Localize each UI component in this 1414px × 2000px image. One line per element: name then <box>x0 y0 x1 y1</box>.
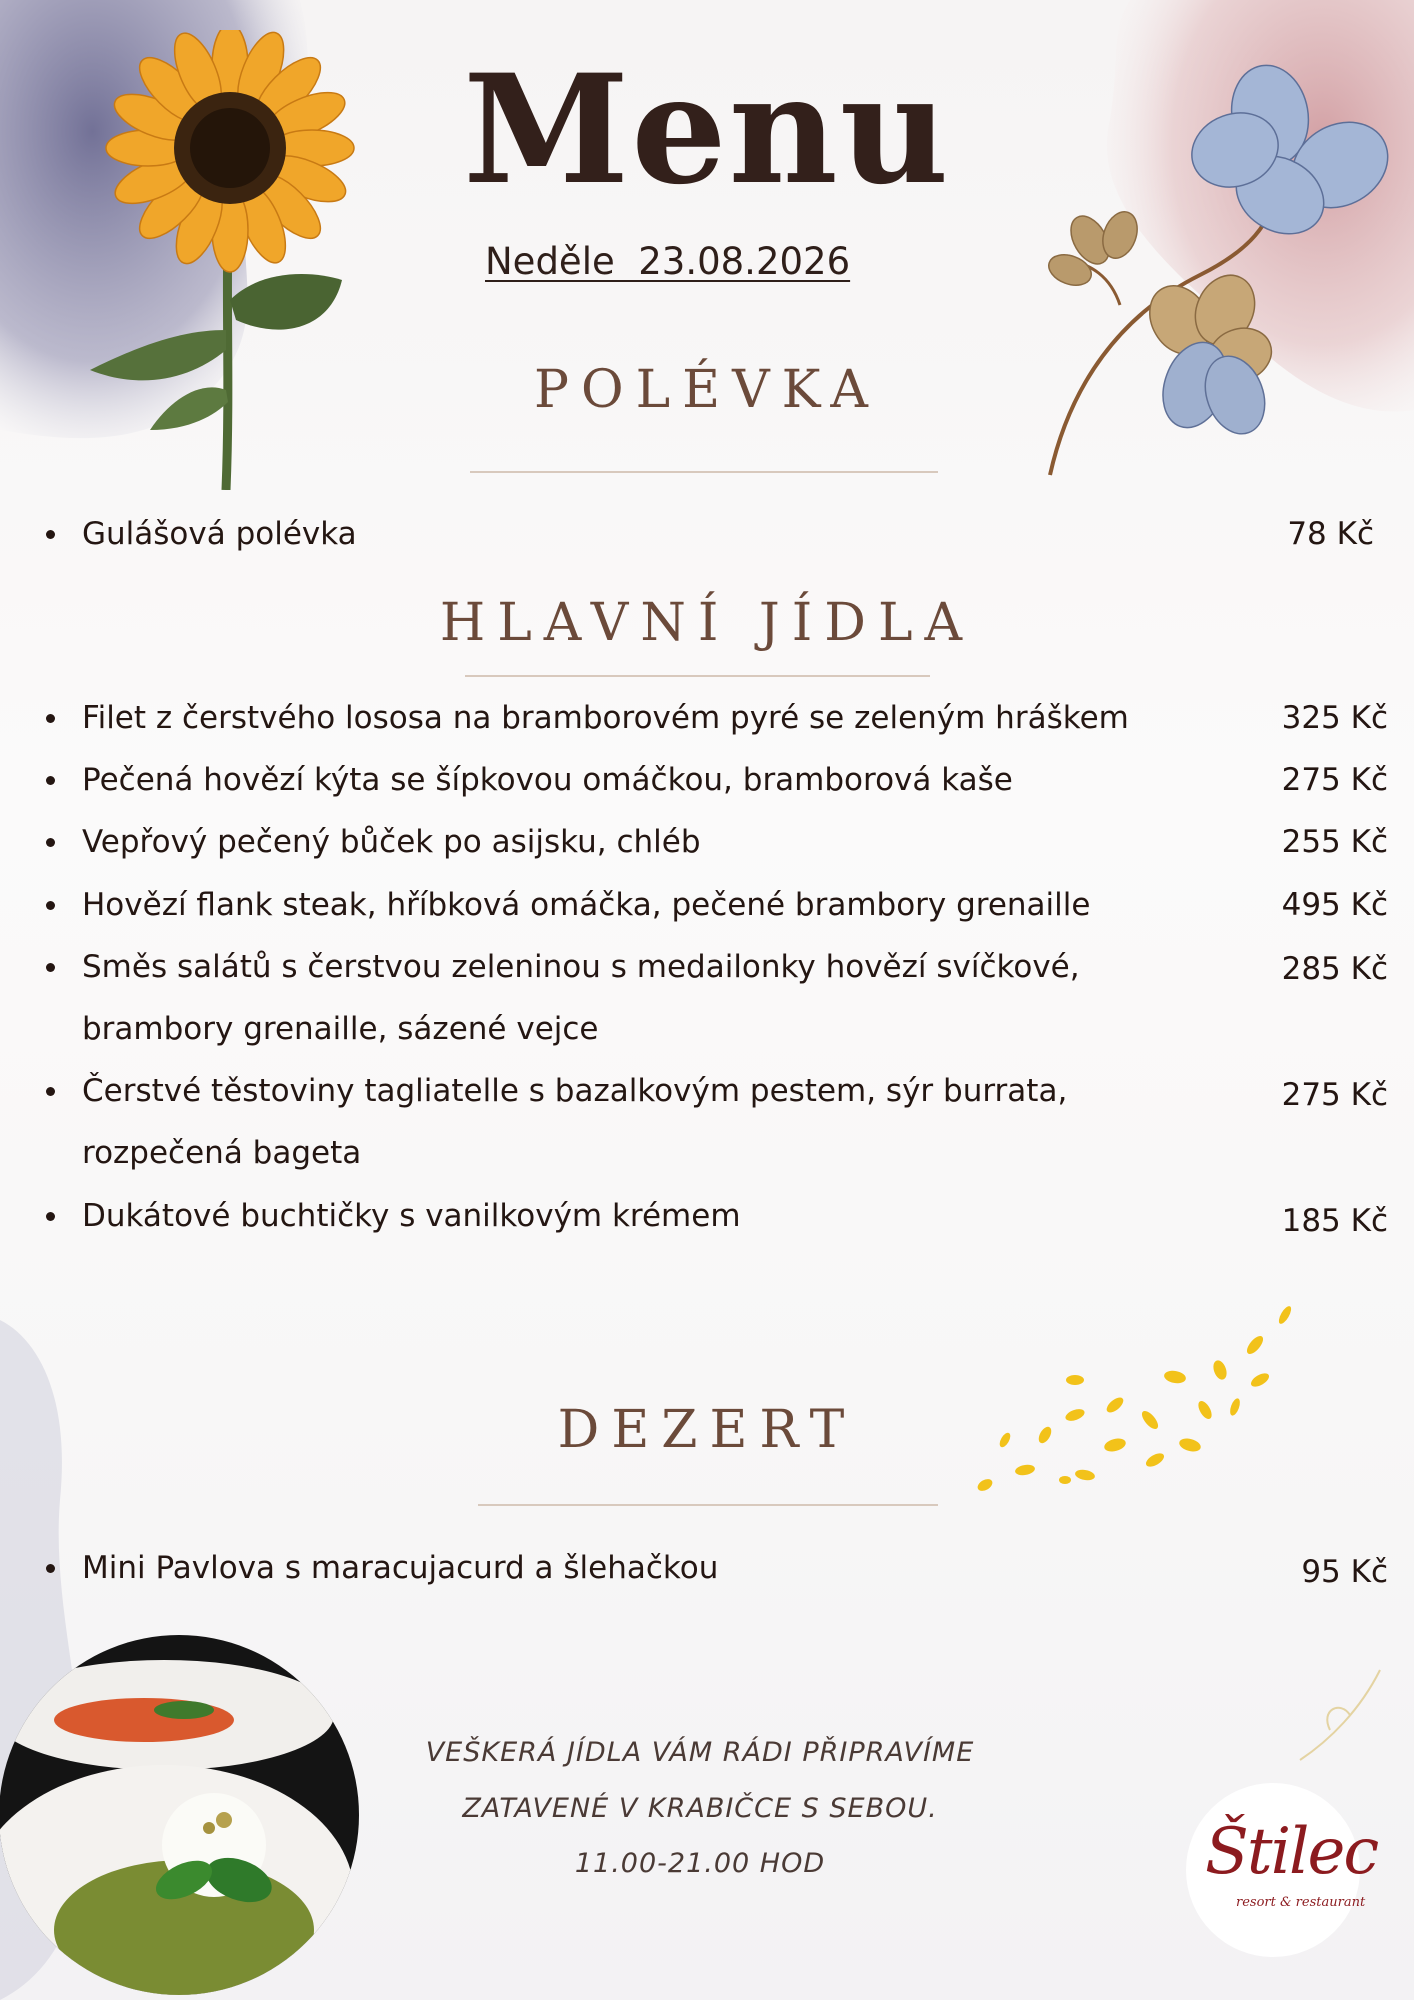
menu-item-name: Filet z čerstvého lososa na bramborovém pyré se zeleným hráškem <box>82 700 1129 736</box>
bullet <box>46 901 55 910</box>
menu-date: Neděle 23.08.2026 <box>485 240 851 283</box>
divider <box>478 1504 938 1506</box>
divider <box>470 471 938 473</box>
menu-item-name-continued: rozpečená bageta <box>82 1135 362 1171</box>
gold-swirl-decoration <box>1290 1650 1400 1770</box>
section-title-dessert: DEZERT <box>557 1400 857 1460</box>
bullet <box>46 1212 55 1221</box>
bullet <box>46 838 55 847</box>
menu-item-price: 78 Kč <box>1287 516 1374 552</box>
menu-item-price: 95 Kč <box>1301 1554 1388 1590</box>
page-title: Menu <box>463 42 951 218</box>
menu-item-price: 185 Kč <box>1281 1203 1388 1239</box>
bullet <box>46 1087 55 1096</box>
bullet <box>46 1564 55 1573</box>
menu-item-name: Vepřový pečený bůček po asijsku, chléb <box>82 824 701 860</box>
menu-item-name: Gulášová polévka <box>82 516 357 552</box>
menu-item-price: 275 Kč <box>1281 762 1388 798</box>
menu-item-price: 325 Kč <box>1281 700 1388 736</box>
logo-tagline: resort & restaurant <box>1236 1895 1366 1910</box>
opening-hours: 11.00-21.00 HOD <box>574 1848 826 1879</box>
bullet <box>46 714 55 723</box>
menu-item-price: 495 Kč <box>1281 887 1388 923</box>
menu-item-name: Pečená hovězí kýta se šípkovou omáčkou, bramborová kaše <box>82 762 1013 798</box>
bullet <box>46 963 55 972</box>
menu-item-name: Dukátové buchtičky s vanilkovým krémem <box>82 1198 741 1234</box>
menu-item-price: 285 Kč <box>1281 951 1388 987</box>
menu-item-name: Hovězí flank steak, hříbková omáčka, pečené brambory grenaille <box>82 887 1091 923</box>
menu-item-name: Mini Pavlova s maracujacurd a šlehačkou <box>82 1550 719 1586</box>
section-title-soup: POLÉVKA <box>534 360 880 420</box>
menu-item-name-continued: brambory grenaille, sázené vejce <box>82 1011 599 1047</box>
menu-item-price: 255 Kč <box>1281 824 1388 860</box>
menu-item-name: Směs salátů s čerstvou zeleninou s medailonky hovězí svíčkové, <box>82 949 1080 985</box>
bullet <box>46 530 55 539</box>
divider <box>465 675 930 677</box>
logo-wordmark: Štilec <box>1205 1815 1378 1889</box>
menu-item-name: Čerstvé těstoviny tagliatelle s bazalkovým pestem, sýr burrata, <box>82 1073 1068 1109</box>
takeaway-note-line1: VEŠKERÁ JÍDLA VÁM RÁDI PŘIPRAVÍME <box>425 1737 975 1768</box>
bullet <box>46 776 55 785</box>
section-title-mains: HLAVNÍ JÍDLA <box>439 593 975 653</box>
takeaway-note-line2: ZATAVENÉ V KRABIČCE S SEBOU. <box>462 1793 938 1824</box>
menu-item-price: 275 Kč <box>1281 1077 1388 1113</box>
